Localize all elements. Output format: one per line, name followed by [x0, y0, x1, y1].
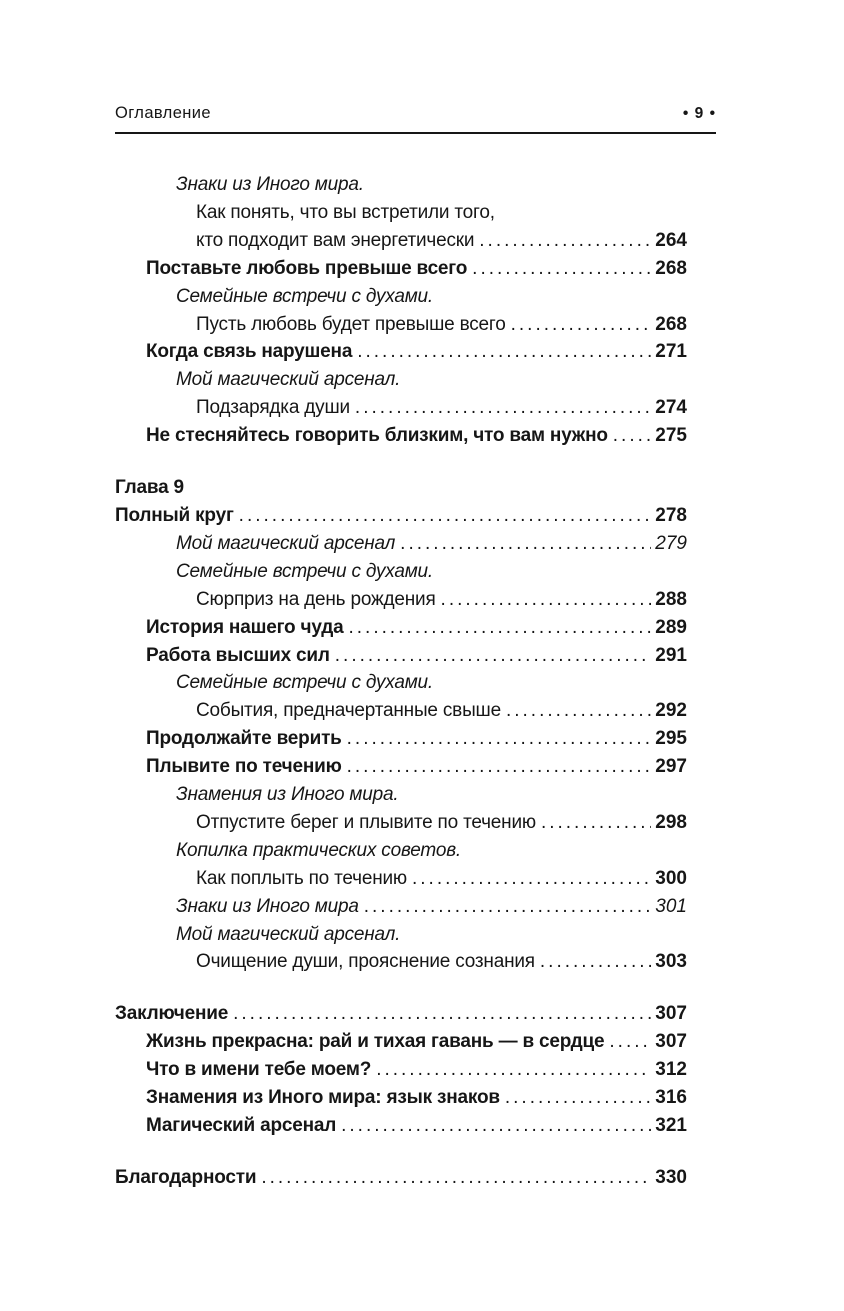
toc-entry-title: Работа высших сил: [146, 644, 330, 666]
toc-entry: [115, 1056, 687, 1084]
toc-entry-page: 295: [655, 728, 687, 750]
dot-leader: [355, 394, 651, 422]
toc-entry-page: 298: [655, 811, 687, 833]
toc-entry: [115, 422, 687, 450]
toc-entry: [115, 614, 687, 642]
toc-entry: [115, 1164, 687, 1192]
toc-entry-page: 330: [655, 1166, 687, 1188]
toc-entry-title: Знамения из Иного мира.: [176, 784, 399, 806]
toc-entry-page: 291: [655, 644, 687, 666]
toc-entry: [115, 948, 687, 976]
header-rule: [115, 132, 716, 134]
toc-entry: [115, 1000, 687, 1028]
toc-entry-title: Поставьте любовь превыше всего: [146, 257, 468, 279]
toc-entry-page: 292: [655, 700, 687, 722]
dot-leader: [335, 642, 652, 670]
toc-entry-page: 301: [655, 895, 687, 917]
toc-entry-title: Знаки из Иного мира.: [176, 174, 364, 195]
toc-entry-page: 300: [655, 867, 687, 889]
dot-leader: [233, 1000, 651, 1028]
header-page-marker: • 9 •: [682, 105, 716, 122]
toc-entry-page: 274: [655, 397, 687, 419]
toc-entry-page: 307: [655, 1003, 687, 1025]
toc-entry: [115, 642, 687, 670]
toc-entry-title: Отпустите берег и плывите по течению: [196, 811, 536, 833]
toc-entry-title: кто подходит вам энергетически: [196, 229, 475, 251]
toc-entry-page: 268: [655, 257, 687, 279]
dot-leader: [357, 338, 651, 366]
toc-entry: [115, 809, 687, 837]
toc-entry: [115, 725, 687, 753]
toc-entry: [115, 781, 687, 809]
toc-entry-title: История нашего чуда: [146, 616, 344, 638]
toc-entry: [115, 474, 687, 502]
toc-entry-title: Плывите по течению: [146, 756, 342, 778]
toc-entry-title: Семейные встречи с духами.: [176, 560, 433, 582]
toc-entry-page: 278: [655, 504, 687, 526]
dot-leader: [441, 586, 652, 614]
toc-entry: [115, 753, 687, 781]
toc-entry: [115, 865, 687, 893]
toc-entry-title: Семейные встречи с духами.: [176, 672, 433, 694]
toc-entry-title: Мой магический арсенал.: [176, 923, 401, 945]
dot-leader: [400, 530, 651, 558]
toc-entry-title: Знамения из Иного мира: язык знаков: [146, 1087, 500, 1109]
dot-leader: [541, 809, 651, 837]
toc-entry-title: Пусть любовь будет превыше всего: [196, 313, 506, 335]
toc-entry: [115, 227, 687, 255]
toc-entry-title: Как поплыть по течению: [196, 867, 407, 889]
toc-entry: [115, 697, 687, 725]
dot-leader: [239, 502, 652, 530]
toc-entry-page: 297: [655, 756, 687, 778]
toc-entry-title: Мой магический арсенал.: [176, 369, 401, 391]
dot-leader: [609, 1028, 651, 1056]
toc-entry-page: 316: [655, 1087, 687, 1109]
toc-entry: [115, 893, 687, 921]
toc-entry-title: Сюрприз на день рождения: [196, 588, 436, 610]
dot-leader: [479, 227, 651, 255]
toc-entry: [115, 530, 687, 558]
toc-entry: [115, 338, 687, 366]
toc-entry: [115, 283, 687, 311]
toc-entry: [115, 1112, 687, 1140]
toc-entry-page: 275: [655, 425, 687, 447]
toc-entry: [115, 502, 687, 530]
toc-entry-title: Семейные встречи с духами.: [176, 285, 433, 307]
page-header: [115, 104, 716, 123]
toc-entry-title: Продолжайте верить: [146, 728, 342, 750]
toc-entry-title: Знаки из Иного мира: [176, 895, 359, 917]
toc-entry-page: 288: [655, 588, 687, 610]
toc-entry: [115, 199, 687, 227]
toc-entry: [115, 1028, 687, 1056]
dot-leader: [348, 614, 651, 642]
dot-leader: [364, 893, 652, 921]
toc-entry: [115, 1084, 687, 1112]
toc-entry: [115, 366, 687, 394]
toc-entry: [115, 394, 687, 422]
toc-entry-title: Жизнь прекрасна: рай и тихая гавань — в сердце: [146, 1031, 605, 1053]
toc-entry-page: 289: [655, 616, 687, 638]
toc-entry-page: 271: [655, 341, 687, 363]
dot-leader: [376, 1056, 651, 1084]
dot-leader: [261, 1164, 651, 1192]
toc-list: [115, 171, 687, 1192]
toc-entry-title: Глава 9: [115, 477, 184, 499]
toc-entry: [115, 558, 687, 586]
toc-entry: [115, 837, 687, 865]
toc-entry: [115, 311, 687, 339]
toc-entry-title: Что в имени тебе моем?: [146, 1059, 372, 1081]
toc-entry-title: Благодарности: [115, 1166, 257, 1188]
dot-leader: [511, 311, 652, 339]
header-title: Оглавление: [115, 104, 211, 122]
toc-entry-page: 303: [655, 951, 687, 973]
toc-entry-page: 279: [655, 532, 687, 554]
toc-entry-title: Когда связь нарушена: [146, 341, 353, 363]
toc-entry-title: Копилка практических советов.: [176, 839, 461, 861]
toc-entry-title: Магический арсенал: [146, 1115, 337, 1136]
toc-entry: [115, 255, 687, 283]
toc-entry-page: 264: [655, 229, 687, 251]
toc-entry-page: 268: [655, 313, 687, 335]
toc-entry-title: Мой магический арсенал: [176, 532, 396, 554]
dot-leader: [472, 255, 651, 283]
dot-leader: [347, 725, 652, 753]
toc-entry-page: 321: [655, 1115, 687, 1136]
dot-leader: [613, 422, 652, 450]
toc-entry-title: Не стесняйтесь говорить близким, что вам нужно: [146, 425, 608, 447]
toc-entry-page: 312: [655, 1059, 687, 1081]
dot-leader: [341, 1112, 651, 1140]
toc-entry-title: Как понять, что вы встретили того,: [196, 201, 495, 223]
dot-leader: [412, 865, 651, 893]
dot-leader: [540, 948, 651, 976]
toc-entry-title: События, предначертанные свыше: [196, 700, 501, 722]
dot-leader: [347, 753, 652, 781]
toc-entry-title: Заключение: [115, 1003, 229, 1025]
toc-entry-title: Полный круг: [115, 504, 234, 526]
dot-leader: [506, 697, 651, 725]
toc-entry: [115, 171, 687, 199]
toc-entry-title: Очищение души, прояснение сознания: [196, 951, 535, 973]
dot-leader: [505, 1084, 651, 1112]
toc-entry: [115, 586, 687, 614]
toc-entry: [115, 921, 687, 949]
toc-entry: [115, 669, 687, 697]
toc-entry-title: Подзарядка души: [196, 397, 350, 419]
toc-entry-page: 307: [655, 1031, 687, 1053]
